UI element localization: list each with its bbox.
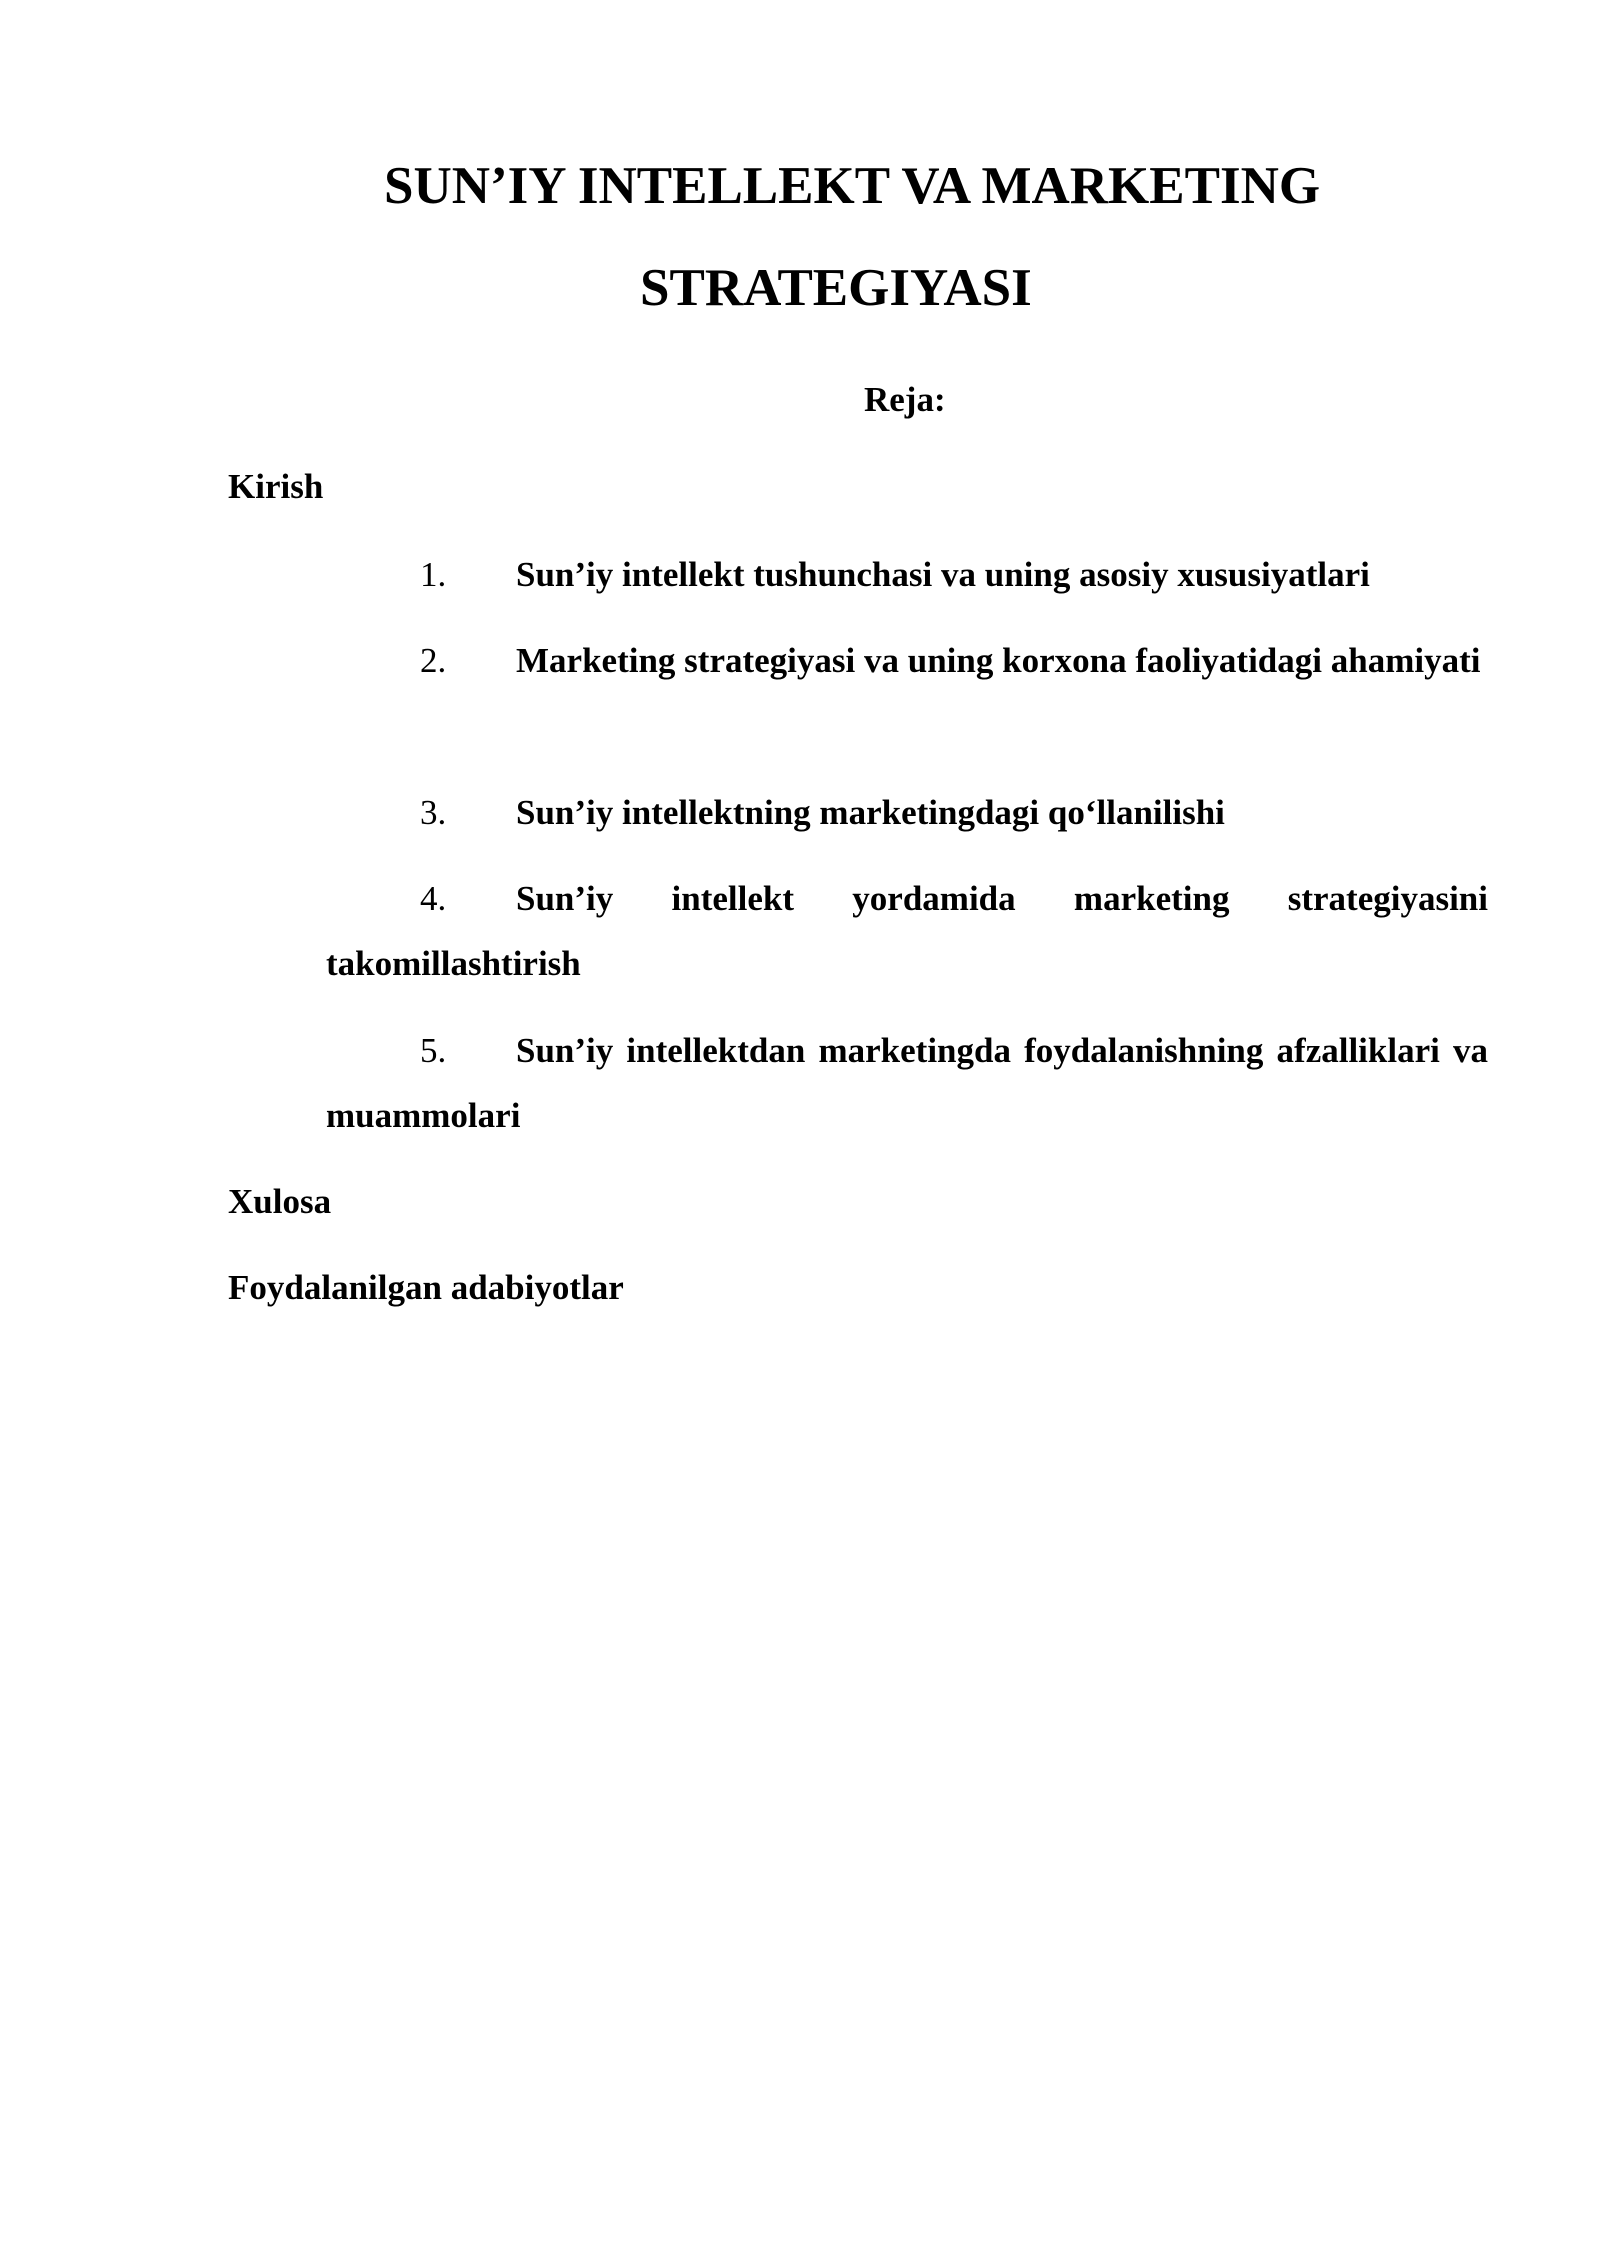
section-intro: Kirish xyxy=(228,467,324,506)
plan-item-number: 2. xyxy=(420,641,447,680)
plan-item xyxy=(326,1018,1488,1148)
plan-item xyxy=(326,542,1488,607)
plan-item-number: 1. xyxy=(420,555,447,594)
document-title-line-1: SUN’IY INTELLEKT VA MARKETING xyxy=(384,157,1321,215)
plan-item-text: Sun’iy intellekt yordamida marketing strategiyasini takomillashtirish xyxy=(326,879,1488,983)
document-title-line-2: STRATEGIYASI xyxy=(640,259,1032,317)
plan-item xyxy=(326,780,1488,845)
plan-item-number: 4. xyxy=(420,879,447,918)
plan-heading: Reja: xyxy=(864,380,946,419)
section-conclusion: Xulosa xyxy=(228,1182,332,1221)
plan-item-text: Sun’iy intellektning marketingdagi qo‘llanilishi xyxy=(516,793,1225,832)
plan-item xyxy=(326,628,1488,693)
plan-item xyxy=(326,866,1488,996)
plan-item-text: Sun’iy intellektdan marketingda foydalanishning afzalliklari va muammolari xyxy=(326,1031,1488,1135)
section-references: Foydalanilgan adabiyotlar xyxy=(228,1268,624,1307)
plan-item-number: 3. xyxy=(420,793,447,832)
plan-item-number: 5. xyxy=(420,1031,447,1070)
plan-item-text: Sun’iy intellekt tushunchasi va uning asosiy xususiyatlari xyxy=(516,555,1370,594)
plan-item-text: Marketing strategiyasi va uning korxona faoliyatidagi ahamiyati xyxy=(516,641,1481,680)
